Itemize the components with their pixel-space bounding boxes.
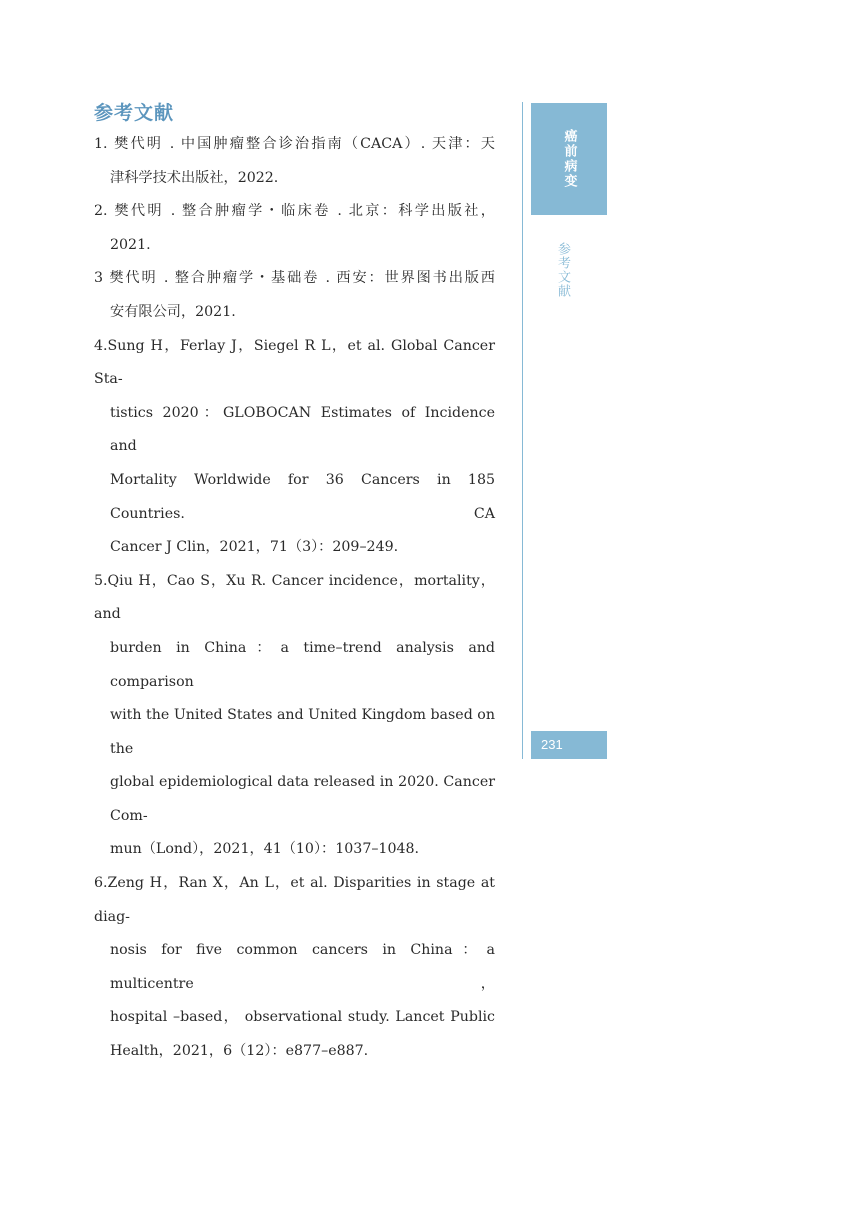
reference-item (94, 330, 495, 565)
reference-item (94, 128, 495, 195)
reference-line: nosis for five common cancers in China：a multicentre， (110, 942, 495, 992)
reference-line: 2. 樊代明 . 整合肿瘤学・临床卷 . 北京：科学出版社， (94, 203, 495, 220)
chapter-tab-label: 癌前病变 (561, 129, 577, 189)
reference-line: 2021. (110, 236, 151, 253)
reference-item (94, 262, 495, 329)
reference-item (94, 867, 495, 1069)
page-number: 231 (531, 731, 607, 759)
reference-line: 安有限公司，2021. (110, 303, 236, 320)
column-divider (522, 102, 523, 759)
reference-line: global epidemiological data released in 2020. Cancer Com- (110, 774, 495, 824)
reference-line: 3 樊代明 . 整合肿瘤学・基础卷 . 西安：世界图书出版西 (94, 270, 495, 287)
reference-line: 4.Sung H，Ferlay J，Siegel R L，et al. Global Cancer Sta- (94, 337, 495, 388)
reference-line: 6.Zeng H，Ran X，An L，et al. Disparities in stage at diag- (94, 875, 495, 925)
reference-line: burden in China：a time–trend analysis and comparison (110, 639, 495, 690)
reference-item (94, 195, 495, 262)
reference-line: 津科学技术出版社，2022. (110, 169, 279, 186)
section-label: 参考文献 (555, 242, 570, 298)
reference-line: hospital –based， observational study. Lancet Public (110, 1009, 495, 1026)
reference-line: Mortality Worldwide for 36 Cancers in 185 Countries. CA (110, 471, 495, 522)
reference-item (94, 565, 495, 867)
reference-line: 1. 樊代明 . 中国肿瘤整合诊治指南（CACA）. 天津：天 (94, 136, 495, 152)
reference-line: with the United States and United Kingdom based on the (110, 707, 495, 757)
reference-list (94, 128, 495, 1069)
reference-line: 5.Qiu H，Cao S，Xu R. Cancer incidence，mortality，and (94, 572, 495, 623)
reference-line: mun（Lond），2021，41（10）：1037–1048. (110, 841, 420, 858)
reference-line: tistics 2020：GLOBOCAN Estimates of Incidence and (110, 404, 495, 455)
reference-line: Health，2021，6（12）：e877–e887. (110, 1043, 369, 1060)
reference-line: Cancer J Clin，2021，71（3）：209–249. (110, 539, 399, 556)
chapter-tab (531, 103, 607, 215)
page-heading: 参考文献 (94, 102, 175, 124)
